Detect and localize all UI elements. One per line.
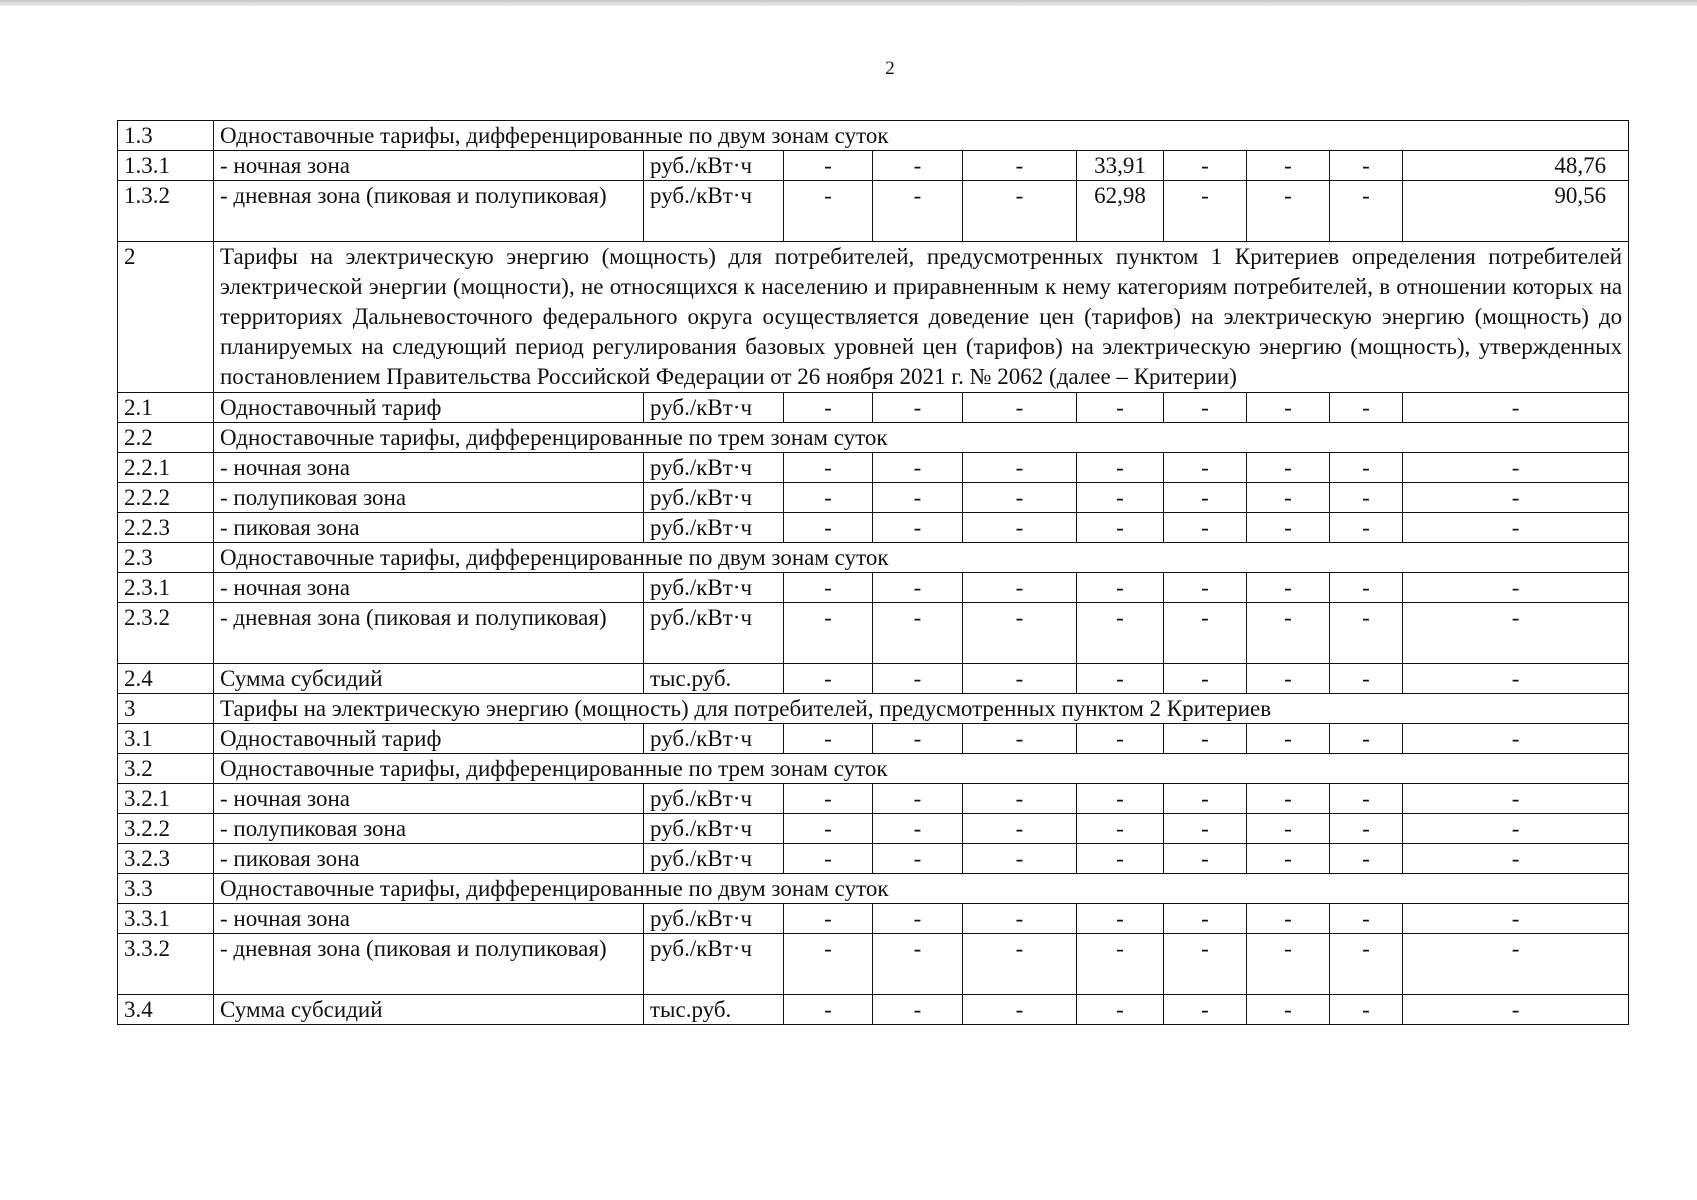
empty-value: - xyxy=(1403,995,1629,1025)
empty-value: - xyxy=(963,603,1077,664)
empty-value: - xyxy=(1330,724,1403,754)
empty-value: - xyxy=(963,181,1077,242)
row-unit: руб./кВт·ч xyxy=(644,844,784,874)
empty-value: - xyxy=(1164,181,1247,242)
row-unit: руб./кВт·ч xyxy=(644,453,784,483)
empty-value: - xyxy=(1077,724,1164,754)
empty-value: - xyxy=(1164,664,1247,694)
empty-value: - xyxy=(873,151,963,181)
table-row xyxy=(118,995,1629,1025)
empty-value: - xyxy=(1077,934,1164,995)
empty-value: - xyxy=(1330,573,1403,603)
row-unit: руб./кВт·ч xyxy=(644,151,784,181)
section-paragraph: Тарифы на электрическую энергию (мощность) для потребителей, предусмотренных пунктом 1 Критериев определения потребителей электрической энергии (мощности), не относящихся к населению и приравненным к нему категориям потребителей, в отношении которых на территориях Дальневосточного федерального округа осуществляется доведение цен (тарифов) на электрическую энергию (мощность) до планируемых на следующий период регулирования базовых уровней цен (тарифов) на электрическую энергию (мощность), утвержденных постановлением Правительства Российской Федерации от 26 ноября 2021 г. № 2062 (далее – Критерии) xyxy=(214,242,1629,393)
empty-value: - xyxy=(1330,904,1403,934)
row-name: Сумма субсидий xyxy=(214,995,644,1025)
empty-value: - xyxy=(1164,724,1247,754)
empty-value: - xyxy=(963,904,1077,934)
row-name: - пиковая зона xyxy=(214,844,644,874)
empty-value: - xyxy=(1077,904,1164,934)
tariff-value: 33,91 xyxy=(1077,151,1164,181)
empty-value: - xyxy=(1247,453,1330,483)
empty-value: - xyxy=(1403,573,1629,603)
table-row xyxy=(118,904,1629,934)
table-row xyxy=(118,242,1629,393)
empty-value: - xyxy=(873,844,963,874)
empty-value: - xyxy=(784,814,873,844)
empty-value: - xyxy=(873,573,963,603)
table-row xyxy=(118,453,1629,483)
empty-value: - xyxy=(1403,393,1629,423)
row-number: 3.2.2 xyxy=(118,814,214,844)
table-row xyxy=(118,664,1629,694)
empty-value: - xyxy=(963,513,1077,543)
empty-value: - xyxy=(784,934,873,995)
empty-value: - xyxy=(1403,784,1629,814)
empty-value: - xyxy=(1164,844,1247,874)
row-unit: руб./кВт·ч xyxy=(644,513,784,543)
empty-value: - xyxy=(963,724,1077,754)
row-number: 2.3.2 xyxy=(118,603,214,664)
table-row xyxy=(118,694,1629,724)
empty-value: - xyxy=(1330,393,1403,423)
row-number: 2.3.1 xyxy=(118,573,214,603)
table-row xyxy=(118,814,1629,844)
empty-value: - xyxy=(1403,844,1629,874)
empty-value: - xyxy=(1330,603,1403,664)
empty-value: - xyxy=(1077,664,1164,694)
empty-value: - xyxy=(1077,814,1164,844)
empty-value: - xyxy=(784,483,873,513)
empty-value: - xyxy=(1077,513,1164,543)
empty-value: - xyxy=(1330,181,1403,242)
table-row xyxy=(118,784,1629,814)
row-number: 2.2.1 xyxy=(118,453,214,483)
empty-value: - xyxy=(1164,393,1247,423)
empty-value: - xyxy=(784,453,873,483)
row-unit: руб./кВт·ч xyxy=(644,393,784,423)
row-name: - дневная зона (пиковая и полупиковая) xyxy=(214,181,644,242)
empty-value: - xyxy=(1247,603,1330,664)
row-number: 3.2.1 xyxy=(118,784,214,814)
empty-value: - xyxy=(1403,603,1629,664)
empty-value: - xyxy=(873,934,963,995)
row-number: 3.4 xyxy=(118,995,214,1025)
empty-value: - xyxy=(1403,664,1629,694)
empty-value: - xyxy=(1403,453,1629,483)
row-name: - дневная зона (пиковая и полупиковая) xyxy=(214,934,644,995)
empty-value: - xyxy=(963,995,1077,1025)
empty-value: - xyxy=(1247,934,1330,995)
empty-value: - xyxy=(1077,393,1164,423)
table-row xyxy=(118,844,1629,874)
row-name: - ночная зона xyxy=(214,151,644,181)
table-row xyxy=(118,573,1629,603)
empty-value: - xyxy=(873,814,963,844)
empty-value: - xyxy=(1247,483,1330,513)
row-name: - пиковая зона xyxy=(214,513,644,543)
empty-value: - xyxy=(873,393,963,423)
section-heading: Одноставочные тарифы, дифференцированные по трем зонам суток xyxy=(214,754,1629,784)
page-number: 2 xyxy=(885,58,895,79)
empty-value: - xyxy=(784,573,873,603)
empty-value: - xyxy=(1247,844,1330,874)
table-row xyxy=(118,754,1629,784)
row-number: 2.3 xyxy=(118,543,214,573)
empty-value: - xyxy=(873,784,963,814)
empty-value: - xyxy=(1330,513,1403,543)
empty-value: - xyxy=(784,724,873,754)
row-number: 3.3.2 xyxy=(118,934,214,995)
row-number: 3.2 xyxy=(118,754,214,784)
empty-value: - xyxy=(1164,573,1247,603)
empty-value: - xyxy=(1330,151,1403,181)
empty-value: - xyxy=(963,784,1077,814)
row-unit: руб./кВт·ч xyxy=(644,724,784,754)
row-unit: руб./кВт·ч xyxy=(644,573,784,603)
empty-value: - xyxy=(963,814,1077,844)
empty-value: - xyxy=(1247,784,1330,814)
section-heading: Одноставочные тарифы, дифференцированные по двум зонам суток xyxy=(214,543,1629,573)
row-number: 2.2 xyxy=(118,423,214,453)
empty-value: - xyxy=(784,995,873,1025)
row-unit: руб./кВт·ч xyxy=(644,181,784,242)
empty-value: - xyxy=(1247,814,1330,844)
table-row xyxy=(118,874,1629,904)
empty-value: - xyxy=(1077,483,1164,513)
empty-value: - xyxy=(1403,904,1629,934)
empty-value: - xyxy=(1164,453,1247,483)
row-number: 1.3.2 xyxy=(118,181,214,242)
empty-value: - xyxy=(1247,181,1330,242)
tariff-value: 90,56 xyxy=(1403,181,1629,242)
row-unit: руб./кВт·ч xyxy=(644,934,784,995)
empty-value: - xyxy=(1403,483,1629,513)
empty-value: - xyxy=(1330,995,1403,1025)
empty-value: - xyxy=(1164,483,1247,513)
row-name: - полупиковая зона xyxy=(214,483,644,513)
empty-value: - xyxy=(784,151,873,181)
row-name: Одноставочный тариф xyxy=(214,724,644,754)
tariff-table xyxy=(117,120,1629,1025)
row-number: 2.4 xyxy=(118,664,214,694)
empty-value: - xyxy=(1077,573,1164,603)
row-unit: руб./кВт·ч xyxy=(644,483,784,513)
empty-value: - xyxy=(1403,934,1629,995)
empty-value: - xyxy=(963,393,1077,423)
table-row xyxy=(118,121,1629,151)
row-number: 3 xyxy=(118,694,214,724)
empty-value: - xyxy=(1247,995,1330,1025)
empty-value: - xyxy=(963,844,1077,874)
empty-value: - xyxy=(963,664,1077,694)
empty-value: - xyxy=(784,513,873,543)
row-number: 2.1 xyxy=(118,393,214,423)
row-unit: тыс.руб. xyxy=(644,664,784,694)
scan-edge xyxy=(0,0,1697,6)
section-heading: Одноставочные тарифы, дифференцированные по трем зонам суток xyxy=(214,423,1629,453)
row-number: 2 xyxy=(118,242,214,393)
empty-value: - xyxy=(873,995,963,1025)
empty-value: - xyxy=(1164,904,1247,934)
table-body xyxy=(118,121,1629,1025)
row-number: 2.2.2 xyxy=(118,483,214,513)
row-number: 3.3 xyxy=(118,874,214,904)
empty-value: - xyxy=(873,513,963,543)
empty-value: - xyxy=(784,664,873,694)
empty-value: - xyxy=(873,904,963,934)
empty-value: - xyxy=(784,784,873,814)
empty-value: - xyxy=(784,904,873,934)
row-name: - ночная зона xyxy=(214,573,644,603)
empty-value: - xyxy=(784,603,873,664)
table-row xyxy=(118,543,1629,573)
row-unit: руб./кВт·ч xyxy=(644,814,784,844)
row-number: 1.3 xyxy=(118,121,214,151)
table-row xyxy=(118,181,1629,242)
row-number: 1.3.1 xyxy=(118,151,214,181)
empty-value: - xyxy=(963,483,1077,513)
section-heading: Одноставочные тарифы, дифференцированные по двум зонам суток xyxy=(214,121,1629,151)
empty-value: - xyxy=(963,453,1077,483)
empty-value: - xyxy=(1164,603,1247,664)
empty-value: - xyxy=(784,181,873,242)
row-unit: руб./кВт·ч xyxy=(644,784,784,814)
empty-value: - xyxy=(1164,784,1247,814)
table-row xyxy=(118,151,1629,181)
row-name: - ночная зона xyxy=(214,453,644,483)
empty-value: - xyxy=(1330,453,1403,483)
empty-value: - xyxy=(1330,934,1403,995)
empty-value: - xyxy=(873,724,963,754)
row-unit: руб./кВт·ч xyxy=(644,904,784,934)
row-number: 3.3.1 xyxy=(118,904,214,934)
empty-value: - xyxy=(1403,724,1629,754)
empty-value: - xyxy=(1247,724,1330,754)
table-row xyxy=(118,423,1629,453)
empty-value: - xyxy=(873,483,963,513)
empty-value: - xyxy=(784,393,873,423)
empty-value: - xyxy=(1247,393,1330,423)
row-number: 3.2.3 xyxy=(118,844,214,874)
empty-value: - xyxy=(1247,513,1330,543)
empty-value: - xyxy=(963,573,1077,603)
empty-value: - xyxy=(873,603,963,664)
row-unit: руб./кВт·ч xyxy=(644,603,784,664)
table-row xyxy=(118,603,1629,664)
empty-value: - xyxy=(1164,513,1247,543)
table-row xyxy=(118,513,1629,543)
empty-value: - xyxy=(963,934,1077,995)
empty-value: - xyxy=(1247,664,1330,694)
row-number: 2.2.3 xyxy=(118,513,214,543)
empty-value: - xyxy=(1330,483,1403,513)
empty-value: - xyxy=(1330,814,1403,844)
empty-value: - xyxy=(1330,784,1403,814)
empty-value: - xyxy=(1403,513,1629,543)
row-name: - ночная зона xyxy=(214,784,644,814)
tariff-value: 48,76 xyxy=(1403,151,1629,181)
row-name: Одноставочный тариф xyxy=(214,393,644,423)
empty-value: - xyxy=(1077,844,1164,874)
empty-value: - xyxy=(873,664,963,694)
empty-value: - xyxy=(1077,453,1164,483)
table-row xyxy=(118,483,1629,513)
table-row xyxy=(118,724,1629,754)
empty-value: - xyxy=(1247,573,1330,603)
empty-value: - xyxy=(1403,814,1629,844)
empty-value: - xyxy=(1077,995,1164,1025)
section-heading: Тарифы на электрическую энергию (мощность) для потребителей, предусмотренных пунктом 2 Критериев xyxy=(214,694,1629,724)
row-name: Сумма субсидий xyxy=(214,664,644,694)
row-name: - дневная зона (пиковая и полупиковая) xyxy=(214,603,644,664)
row-unit: тыс.руб. xyxy=(644,995,784,1025)
table-row xyxy=(118,393,1629,423)
empty-value: - xyxy=(1330,844,1403,874)
empty-value: - xyxy=(1077,603,1164,664)
row-number: 3.1 xyxy=(118,724,214,754)
empty-value: - xyxy=(1164,995,1247,1025)
empty-value: - xyxy=(1164,151,1247,181)
table-row xyxy=(118,934,1629,995)
empty-value: - xyxy=(873,453,963,483)
empty-value: - xyxy=(1330,664,1403,694)
empty-value: - xyxy=(963,151,1077,181)
empty-value: - xyxy=(873,181,963,242)
empty-value: - xyxy=(1164,934,1247,995)
row-name: - ночная зона xyxy=(214,904,644,934)
empty-value: - xyxy=(1077,784,1164,814)
empty-value: - xyxy=(1164,814,1247,844)
empty-value: - xyxy=(1247,904,1330,934)
section-heading: Одноставочные тарифы, дифференцированные по двум зонам суток xyxy=(214,874,1629,904)
empty-value: - xyxy=(1247,151,1330,181)
row-name: - полупиковая зона xyxy=(214,814,644,844)
tariff-value: 62,98 xyxy=(1077,181,1164,242)
empty-value: - xyxy=(784,844,873,874)
